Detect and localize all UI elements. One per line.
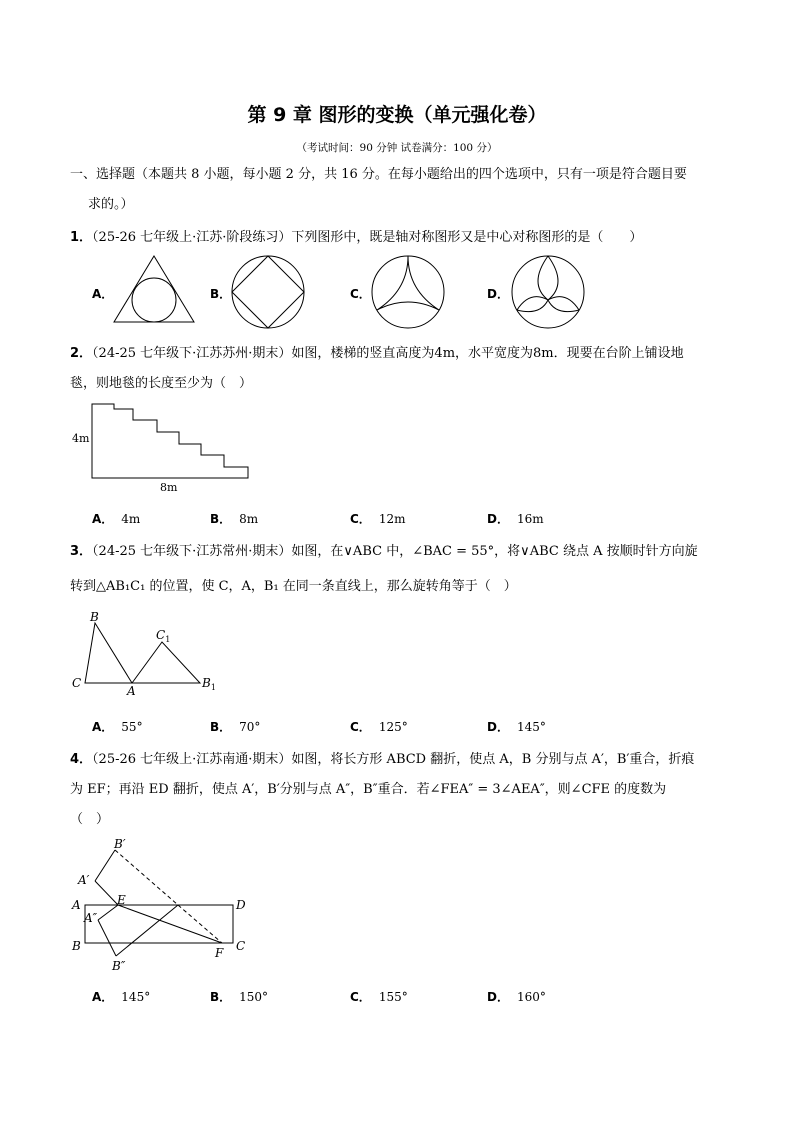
label-b: B [72,939,81,953]
label-f: F [215,946,224,960]
segment-a-prime-e [95,881,118,905]
q1-option-a-label[interactable]: A． [92,287,114,301]
question-source: （25-26 七年级上·江苏·阶段练习） [92,230,292,245]
concave-triangle-shape [377,256,439,310]
question-text: 如图，将长方形 ABCD 翻折，使点 A，B 分别与点 A′，B′重合，折痕 [291,752,695,767]
label-a: A [127,684,136,698]
segment-a-double-prime-e [98,905,118,920]
question-number: 2． [70,346,93,361]
q1-figure-c [370,254,446,330]
question-2 [70,342,684,361]
q3-option-d[interactable]: D． 145° [487,720,546,734]
circle-shape [372,256,444,328]
label-b-prime: B′ [114,837,126,851]
circle-shape [512,256,584,328]
q1-figure-d [510,254,586,330]
q3-option-c[interactable]: C． 125° [350,720,408,734]
question-3 [70,540,698,559]
question-text: 下列图形中，既是轴对称图形又是中心对称图形的是（ ） [291,230,643,245]
section-instruction-line2: 求的。） [88,197,134,212]
q1-figure-a [112,254,197,326]
q3-option-b[interactable]: B． 70° [210,720,261,734]
question-2-continued: 毯，则地毯的长度至少为（ ） [70,376,253,391]
question-number: 4． [70,752,93,767]
question-4-continued: 为 EF；再沿 ED 翻折，使点 A′，B′分别与点 A″，B″重合．若∠FEA″ = 3∠AEA″，则∠CFE 的度数为 [70,782,667,797]
label-c: C [236,939,246,953]
q2-staircase-figure [70,398,260,498]
label-a-double-prime: A″ [84,911,98,925]
question-4-continued-2: （ ） [70,812,110,827]
question-source: （24-25 七年级下·江苏苏州·期末） [92,346,292,361]
width-label: 8m [160,481,178,494]
q3-rotation-figure [70,608,230,698]
circle-shape [232,256,304,328]
q2-option-d[interactable]: D． 16m [487,512,544,526]
petal-shape [517,297,548,312]
q2-option-a[interactable]: A． 4m [92,512,141,526]
label-e: E [117,893,126,907]
question-3-continued: 转到△AB₁C₁ 的位置，使 C，A，B₁ 在同一条直线上，那么旋转角等于（ ） [70,579,517,594]
page-title: 第 9 章 图形的变换（单元强化卷） [247,104,547,126]
q4-option-c[interactable]: C． 155° [350,990,408,1004]
segment-a-double-prime-b-double-prime [98,920,116,956]
q1-option-d-label[interactable]: D． [487,287,509,301]
label-c1: $C_1$ [156,628,171,644]
label-b: B [90,610,99,624]
question-text: 如图，楼梯的竖直高度为4m，水平宽度为8m．现要在台阶上铺设地 [291,346,684,361]
q4-option-b[interactable]: B． 150° [210,990,269,1004]
q4-folding-figure [70,832,260,982]
q1-option-c-label[interactable]: C． [350,287,371,301]
height-label: 4m [72,432,90,445]
fold-line-dashed-to-f [178,905,222,943]
question-4 [70,748,694,767]
triangle-ab1c1 [132,642,200,683]
petal-shape [538,256,558,300]
question-number: 3． [70,544,93,559]
q1-figure-b [230,254,306,330]
page-subtitle: （考试时间：90 分钟 试卷满分：100 分） [296,142,498,154]
q4-option-d[interactable]: D． 160° [487,990,546,1004]
fold-line-a-prime-b-prime [95,850,115,881]
label-b1: $B_1$ [202,676,216,692]
inscribed-circle-shape [132,278,176,322]
staircase-outline [92,404,248,478]
q3-option-a[interactable]: A． 55° [92,720,143,734]
question-1 [70,226,642,245]
triangle-shape [114,256,194,322]
segment-b-double-prime-up [116,905,178,956]
triangle-abc [85,623,132,683]
label-a: A [72,898,81,912]
q2-option-b[interactable]: B． 8m [210,512,259,526]
label-a-prime: A′ [78,873,90,887]
q1-option-b-label[interactable]: B． [210,287,232,301]
label-d: D [236,898,246,912]
petal-shape [548,297,579,312]
question-source: （25-26 七年级上·江苏南通·期末） [92,752,292,767]
label-c: C [72,676,82,690]
section-instruction-line1: 一、选择题（本题共 8 小题，每小题 2 分，共 16 分。在每小题给出的四个选项中，只有一项是符合题目要 [70,167,687,182]
q4-option-a[interactable]: A． 145° [92,990,151,1004]
crease-ef [118,905,222,943]
question-source: （24-25 七年级下·江苏常州·期末） [92,544,292,559]
q2-option-c[interactable]: C． 12m [350,512,406,526]
label-b-double-prime: B″ [112,959,126,973]
question-number: 1． [70,230,93,245]
question-text: 如图，在∨ABC 中，∠BAC = 55°，将∨ABC 绕点 A 按顺时针方向旋 [291,544,698,559]
